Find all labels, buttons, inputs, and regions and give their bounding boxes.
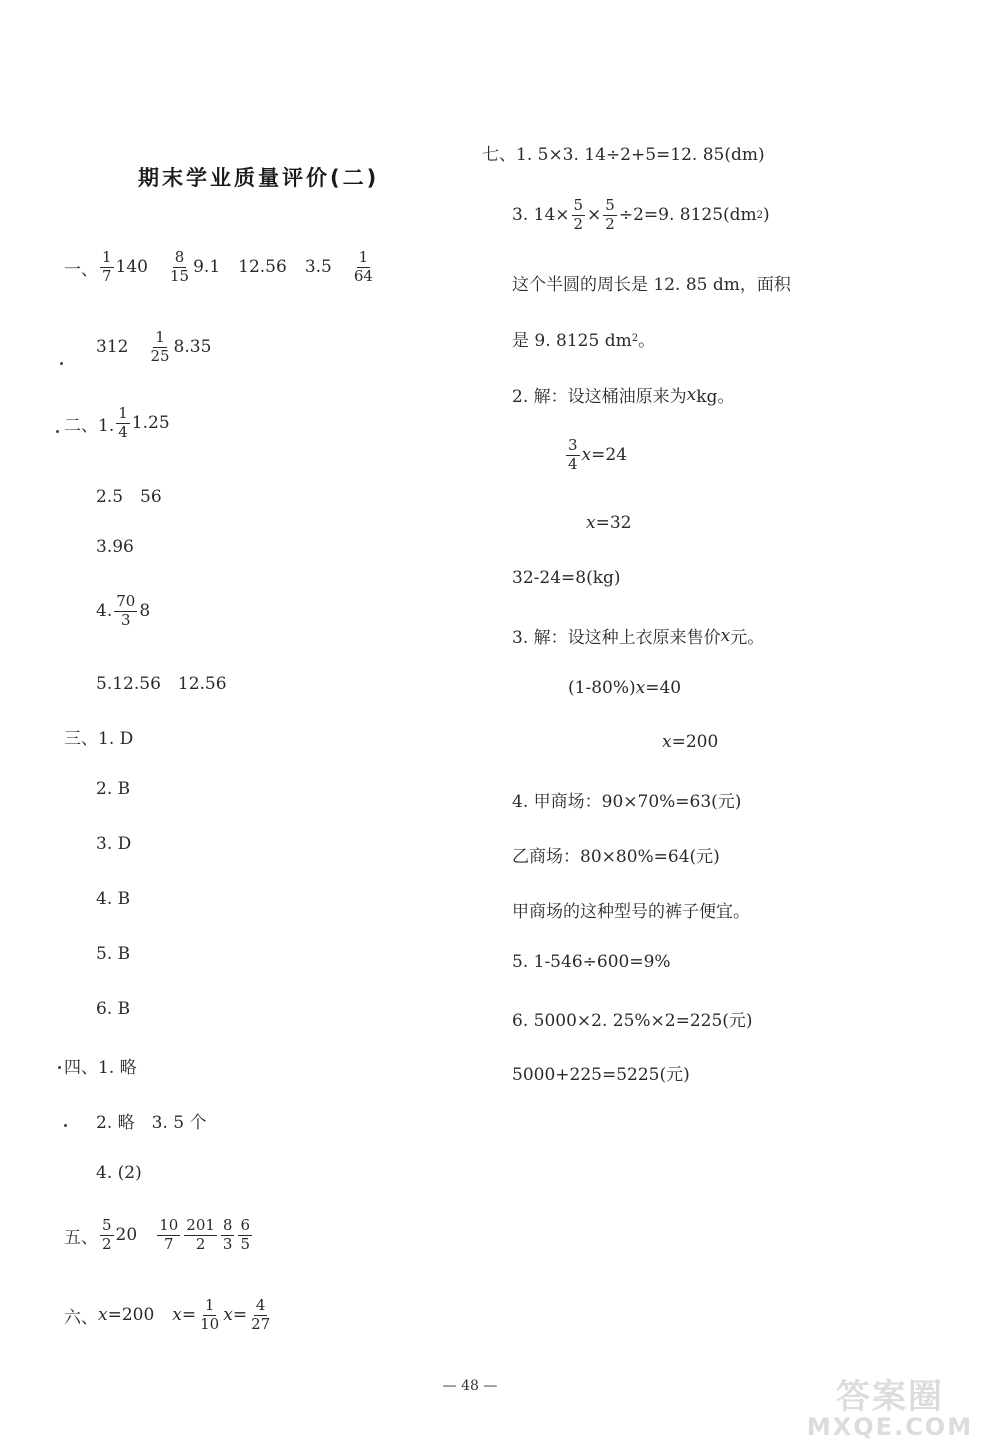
fraction: $\frac{10}{7}$ — [159, 1216, 179, 1253]
answer-line-section-1-cont — [96, 330, 211, 365]
watermark-logo — [790, 1375, 990, 1445]
variable: x — [720, 625, 731, 646]
expr-part: =40 — [645, 678, 682, 698]
section-label: 一、 — [64, 259, 98, 280]
expr-part: × — [587, 205, 602, 226]
fraction: $\frac{201}{2}$ — [186, 1216, 215, 1253]
equals: = — [232, 1305, 248, 1326]
expr-part: 。 — [638, 331, 656, 351]
answer-line — [586, 513, 631, 533]
answer-line: 3. D — [96, 834, 132, 854]
watermark-text-top: 答案圈 — [836, 1376, 944, 1417]
section-label: 六、 — [64, 1307, 98, 1328]
fraction: $\frac{3}{4}$ — [568, 436, 578, 473]
fraction: $\frac{5}{2}$ — [573, 196, 584, 233]
answer-line-section-7: 七、1. 5×3. 14÷2+5=12. 85(dm) — [482, 145, 765, 165]
answer-line: 6. 5000×2. 25%×2=225(元) — [512, 1011, 753, 1031]
answer-line: 32-24=8(kg) — [512, 568, 621, 588]
answer-line-section-5 — [64, 1218, 252, 1253]
answer-line: 5. B — [96, 944, 131, 964]
expr-part: ÷2=9. 8125(dm — [618, 205, 757, 226]
scan-speck — [58, 1066, 61, 1069]
answer-line: 5.12.56 12.56 — [96, 674, 227, 694]
fraction: $\frac{8}{15}$ — [170, 248, 190, 285]
answer-line — [512, 623, 764, 648]
answer-value: 8 — [139, 601, 151, 622]
answer-value: 12.56 — [238, 257, 287, 278]
fraction: $\frac{1}{64}$ — [353, 248, 373, 285]
expr-part: =24 — [591, 445, 628, 466]
answer-line-section-1 — [64, 250, 375, 285]
superscript: 2 — [631, 333, 639, 344]
expr-part: (1-80%) — [568, 678, 636, 698]
answer-line — [568, 678, 681, 698]
answer-value: 20 — [115, 1225, 138, 1246]
variable: x — [635, 678, 646, 698]
expr-part: =200 — [671, 732, 719, 752]
answer-line: 乙商场：80×80%=64(元) — [512, 847, 720, 867]
fraction: $\frac{1}{25}$ — [150, 328, 170, 365]
answer-line: 2.5 56 — [96, 487, 162, 507]
expr-part: 是 9. 8125 dm — [512, 331, 632, 351]
scan-speck — [56, 430, 59, 433]
variable: x — [581, 445, 592, 466]
answer-value: 1.25 — [131, 413, 170, 434]
page-title: 期末学业质量评价(二) — [138, 166, 380, 190]
answer-line — [512, 198, 770, 233]
variable: x — [98, 1305, 108, 1326]
answer-line: 5000+225=5225(元) — [512, 1065, 690, 1085]
answer-line: 4. B — [96, 889, 131, 909]
section-label: 二、1. — [64, 415, 115, 436]
answer-line — [512, 382, 734, 407]
expr-part: =32 — [595, 513, 632, 533]
variable: x — [662, 732, 672, 752]
answer-line-section-6 — [64, 1298, 274, 1333]
answer-line — [96, 594, 150, 629]
answer-line-section-4: 四、1. 略 — [64, 1058, 137, 1078]
scan-speck — [64, 1124, 67, 1127]
fraction: $\frac{1}{10}$ — [200, 1296, 220, 1333]
answer-line: 5. 1-546÷600=9% — [512, 952, 671, 972]
answer-value: 140 — [115, 257, 148, 278]
answer-value: 8.35 — [173, 337, 212, 358]
variable: x — [686, 384, 697, 405]
expr-part: kg。 — [696, 387, 735, 407]
answer-line — [564, 438, 627, 473]
answer-line — [662, 732, 718, 752]
superscript: 2 — [756, 209, 764, 221]
fraction: $\frac{6}{5}$ — [240, 1216, 251, 1253]
answer-line: 2. B — [96, 779, 131, 799]
answer-value: =200 — [107, 1305, 155, 1326]
variable: x — [172, 1305, 182, 1326]
item-label: 4. — [96, 601, 113, 622]
fraction: $\frac{5}{2}$ — [102, 1216, 112, 1253]
answer-line-section-3: 三、1. D — [64, 729, 134, 749]
answer-line: 3.96 — [96, 537, 134, 557]
answer-line — [512, 326, 655, 351]
answer-line: 2. 略 3. 5 个 — [96, 1113, 207, 1133]
variable: x — [586, 513, 596, 533]
answer-line: 6. B — [96, 999, 131, 1019]
page-number: — 48 — — [442, 1378, 498, 1394]
fraction: $\frac{1}{7}$ — [102, 248, 112, 285]
expr-part: 3. 14× — [512, 205, 570, 226]
fraction: $\frac{5}{2}$ — [605, 196, 615, 233]
scan-speck — [60, 362, 63, 365]
fraction: $\frac{4}{27}$ — [251, 1296, 271, 1333]
expr-part: 元。 — [730, 628, 765, 648]
answer-line: 4. (2) — [96, 1163, 142, 1183]
watermark-text-bottom: MXQE.COM — [806, 1412, 974, 1441]
answer-line: 4. 甲商场：90×70%=63(元) — [512, 792, 742, 812]
equals: = — [181, 1305, 197, 1326]
answer-value: 9.1 — [193, 257, 221, 278]
answer-value: 312 — [96, 337, 129, 358]
answer-value: 3.5 — [304, 257, 332, 278]
expr-part: 3. 解：设这种上衣原来售价 — [512, 628, 721, 648]
expr-part: ) — [763, 205, 770, 226]
section-label: 五、 — [64, 1227, 98, 1248]
fraction: $\frac{1}{4}$ — [118, 404, 128, 441]
variable: x — [223, 1305, 233, 1326]
expr-part: 2. 解：设这桶油原来为 — [512, 387, 687, 407]
fraction: $\frac{8}{3}$ — [222, 1216, 233, 1253]
answer-line: 这个半圆的周长是 12. 85 dm，面积 — [512, 275, 791, 295]
answer-line-section-2 — [64, 406, 170, 441]
fraction: $\frac{70}{3}$ — [116, 592, 136, 629]
answer-line: 甲商场的这种型号的裤子便宜。 — [512, 902, 750, 922]
